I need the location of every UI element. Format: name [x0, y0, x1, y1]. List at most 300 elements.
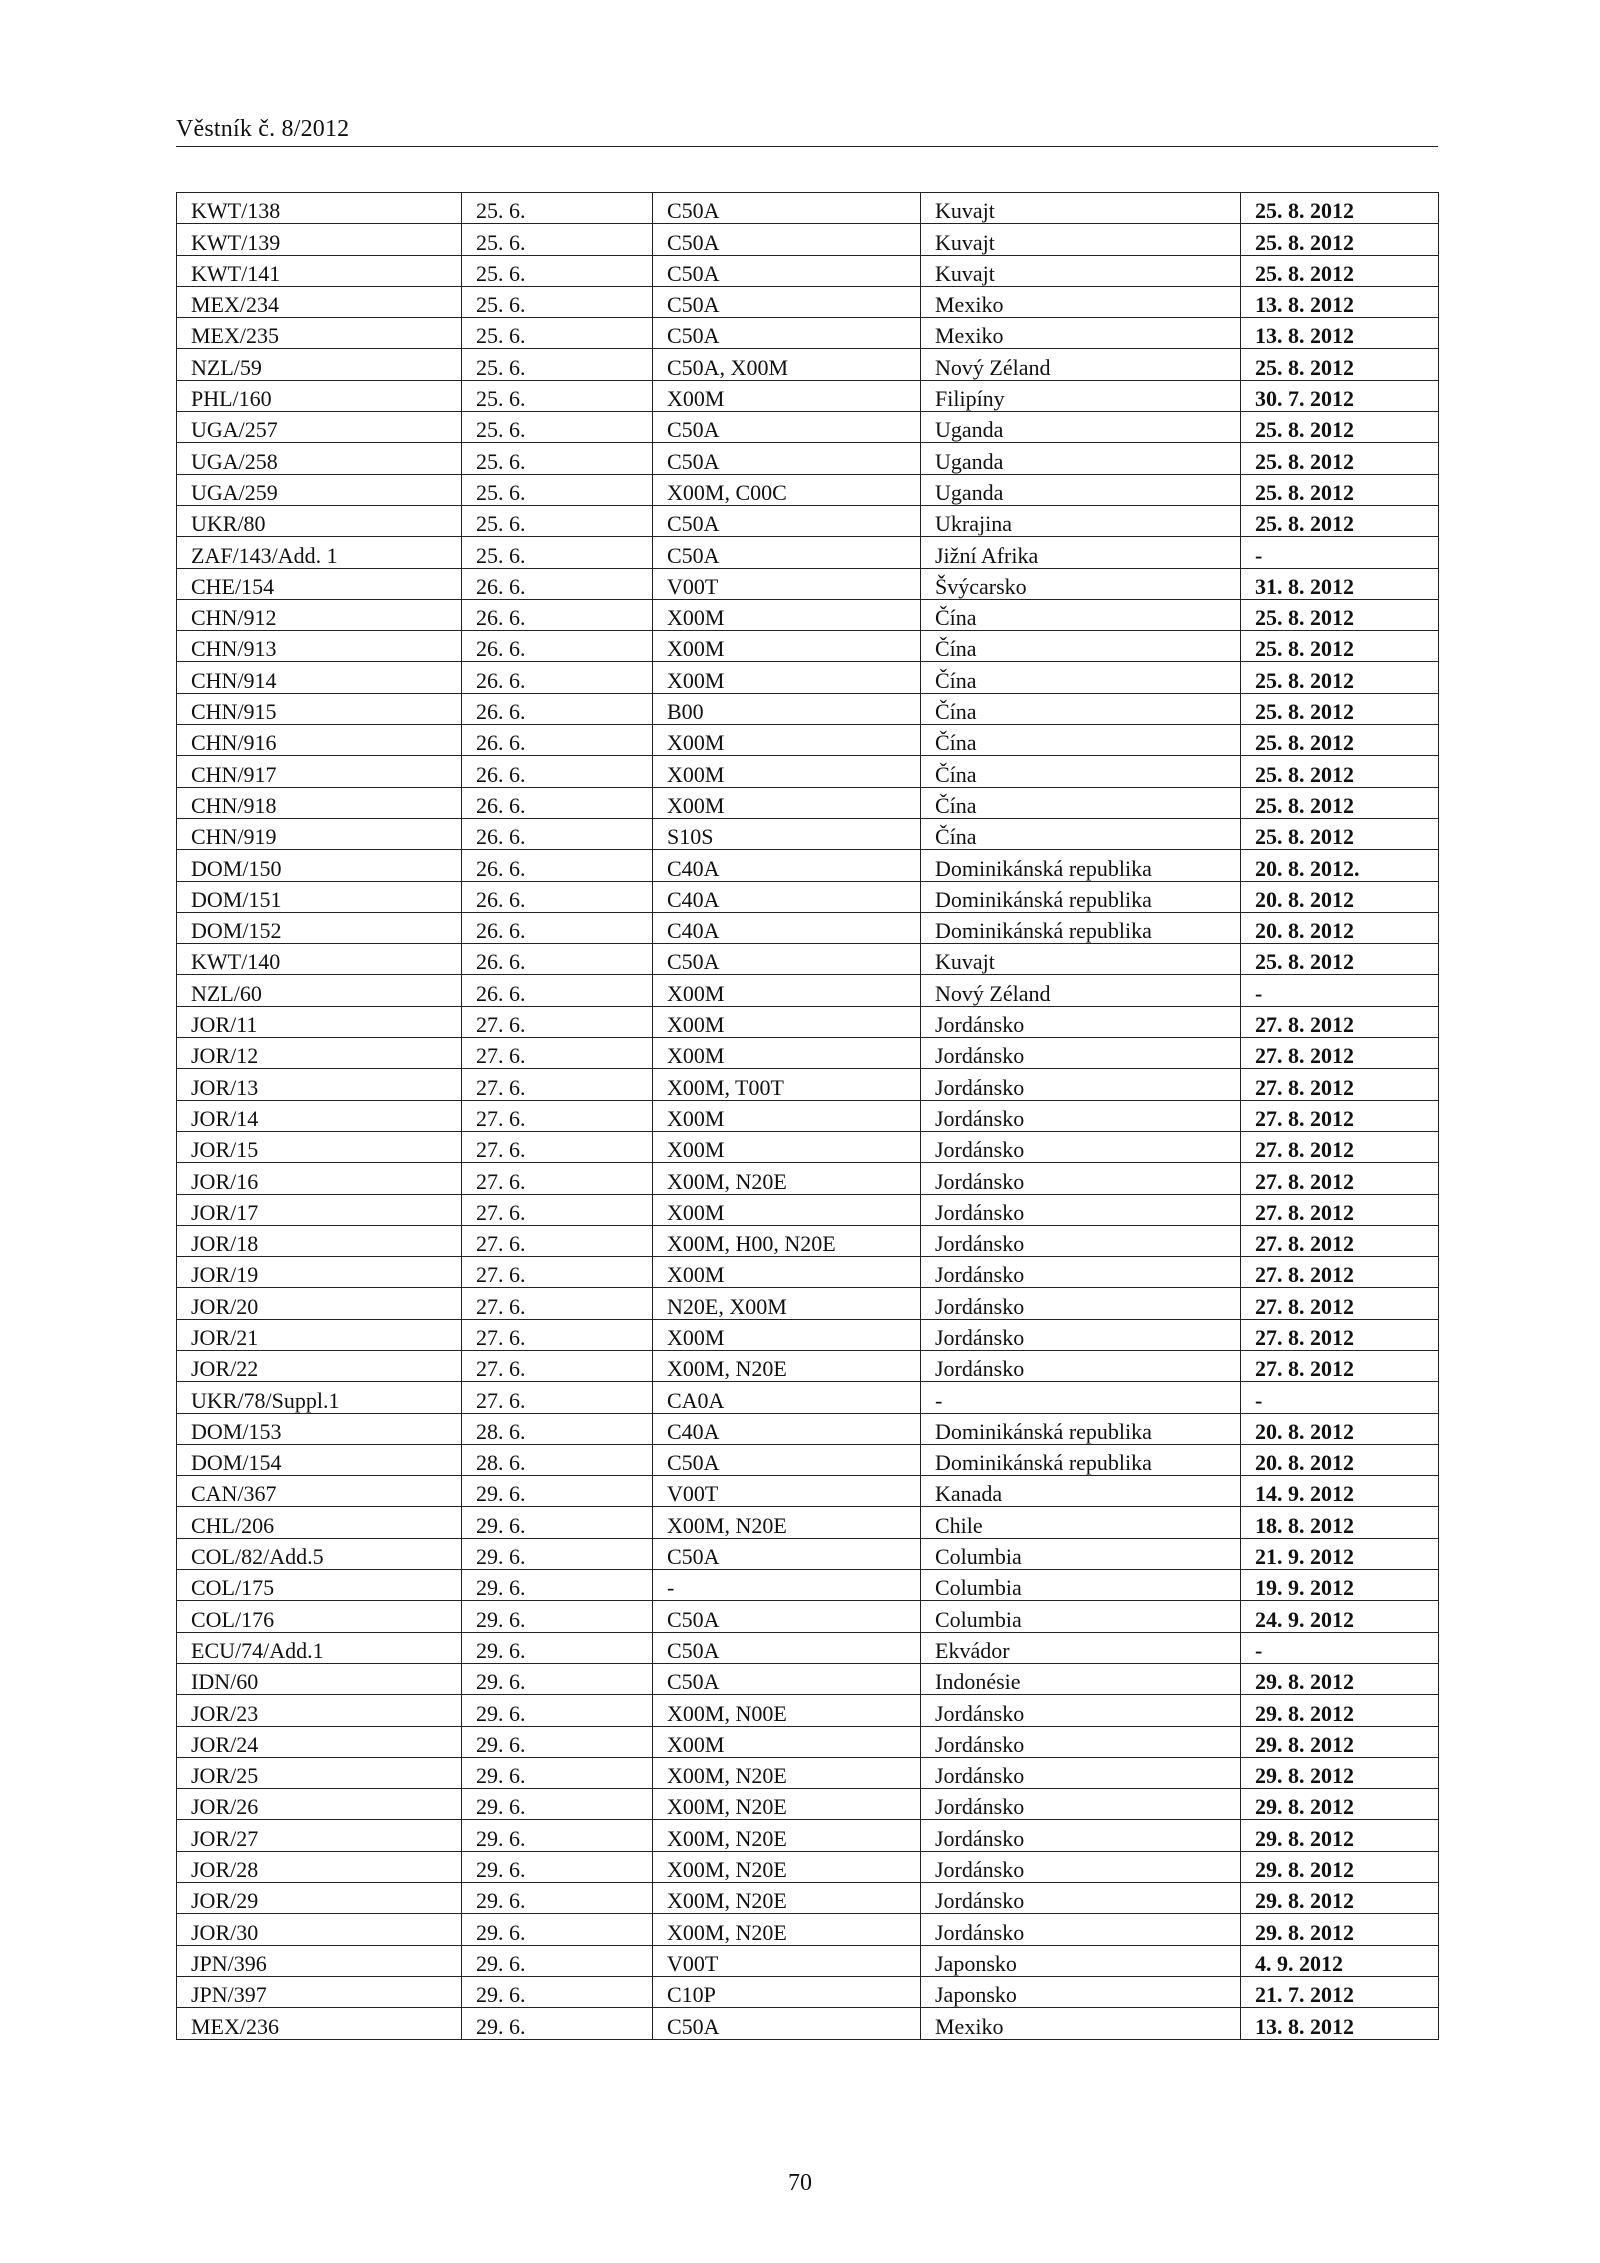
country-cell [921, 1225, 1241, 1256]
notification-date-text: 26. 6. [476, 824, 526, 850]
table-row [177, 286, 1439, 317]
deadline-date-text: 25. 8. 2012 [1255, 605, 1354, 631]
table-row [177, 1820, 1439, 1851]
notification-date-text: 29. 6. [476, 1637, 526, 1663]
document-code-text: NZL/60 [191, 980, 262, 1006]
deadline-date-text: - [1255, 1387, 1263, 1413]
product-code-cell [653, 349, 921, 380]
product-code-cell [653, 599, 921, 630]
notification-date-cell [462, 474, 653, 505]
country-text: - [935, 1387, 943, 1413]
deadline-date-cell [1241, 380, 1439, 411]
document-code-text: JOR/17 [191, 1199, 259, 1225]
product-code-text: X00M, N20E [667, 1857, 787, 1883]
country-text: Dominikánská republika [935, 1418, 1152, 1444]
product-code-text: X00M [667, 636, 725, 662]
deadline-date-text: 29. 8. 2012 [1255, 1669, 1354, 1695]
notification-date-text: 28. 6. [476, 1418, 526, 1444]
country-text: Jordánsko [935, 1857, 1025, 1883]
product-code-text: X00M, N20E [667, 1763, 787, 1789]
deadline-date-text: 29. 8. 2012 [1255, 1700, 1354, 1726]
document-code-text: JOR/18 [191, 1231, 259, 1257]
document-code-cell [177, 756, 462, 787]
deadline-date-cell [1241, 224, 1439, 255]
document-code-cell [177, 474, 462, 505]
table-row [177, 1006, 1439, 1037]
document-code-cell [177, 1194, 462, 1225]
country-text: Kuvajt [935, 949, 995, 975]
deadline-date-cell [1241, 1288, 1439, 1319]
country-cell [921, 1382, 1241, 1413]
document-code-text: NZL/59 [191, 354, 262, 380]
country-text: Čína [935, 667, 977, 693]
country-cell [921, 944, 1241, 975]
country-cell [921, 881, 1241, 912]
deadline-date-cell [1241, 1350, 1439, 1381]
deadline-date-text: 27. 8. 2012 [1255, 1168, 1354, 1194]
notification-date-cell [462, 286, 653, 317]
product-code-cell [653, 1601, 921, 1632]
notification-date-cell [462, 1444, 653, 1475]
notification-date-text: 25. 6. [476, 511, 526, 537]
deadline-date-cell [1241, 1413, 1439, 1444]
document-code-text: IDN/60 [191, 1669, 259, 1695]
deadline-date-cell [1241, 412, 1439, 443]
country-cell [921, 599, 1241, 630]
table-row [177, 850, 1439, 881]
product-code-cell [653, 818, 921, 849]
country-text: Čína [935, 792, 977, 818]
country-cell [921, 474, 1241, 505]
country-cell [921, 1257, 1241, 1288]
document-code-text: DOM/153 [191, 1418, 282, 1444]
country-text: Jordánsko [935, 1137, 1025, 1163]
deadline-date-text: 13. 8. 2012 [1255, 292, 1354, 318]
notification-date-text: 25. 6. [476, 386, 526, 412]
product-code-text: C50A [667, 229, 720, 255]
notification-date-cell [462, 975, 653, 1006]
notification-date-text: 25. 6. [476, 448, 526, 474]
table-row [177, 1038, 1439, 1069]
country-cell [921, 725, 1241, 756]
page-header [176, 112, 1438, 147]
country-cell [921, 1476, 1241, 1507]
deadline-date-text: 25. 8. 2012 [1255, 229, 1354, 255]
notification-date-text: 27. 6. [476, 1043, 526, 1069]
deadline-date-cell [1241, 912, 1439, 943]
product-code-cell [653, 1976, 921, 2007]
document-code-cell [177, 1319, 462, 1350]
document-code-cell [177, 1632, 462, 1663]
deadline-date-cell [1241, 1820, 1439, 1851]
table-row [177, 1789, 1439, 1820]
country-cell [921, 1820, 1241, 1851]
country-text: Columbia [935, 1575, 1022, 1601]
notification-date-cell [462, 1476, 653, 1507]
table-row [177, 1194, 1439, 1225]
document-code-cell [177, 537, 462, 568]
notification-date-cell [462, 787, 653, 818]
notification-date-cell [462, 349, 653, 380]
country-cell [921, 1507, 1241, 1538]
product-code-text: B00 [667, 699, 704, 725]
product-code-text: X00M [667, 1043, 725, 1069]
document-code-text: JOR/20 [191, 1293, 259, 1319]
product-code-cell [653, 1538, 921, 1569]
country-cell [921, 818, 1241, 849]
document-code-cell [177, 1476, 462, 1507]
deadline-date-cell [1241, 318, 1439, 349]
product-code-cell [653, 1476, 921, 1507]
product-code-text: X00M [667, 1262, 725, 1288]
document-code-text: UGA/258 [191, 448, 278, 474]
country-cell [921, 1663, 1241, 1694]
deadline-date-cell [1241, 1945, 1439, 1976]
document-code-text: UKR/80 [191, 511, 266, 537]
deadline-date-text: 13. 8. 2012 [1255, 323, 1354, 349]
deadline-date-cell [1241, 286, 1439, 317]
product-code-cell [653, 1757, 921, 1788]
deadline-date-cell [1241, 599, 1439, 630]
product-code-text: C50A [667, 198, 720, 224]
notification-date-text: 26. 6. [476, 699, 526, 725]
notification-date-cell [462, 1319, 653, 1350]
notification-table [176, 192, 1439, 2040]
notification-date-cell [462, 1632, 653, 1663]
notification-date-cell [462, 412, 653, 443]
product-code-cell [653, 1851, 921, 1882]
country-text: Jordánsko [935, 1700, 1025, 1726]
notification-date-cell [462, 1382, 653, 1413]
table-row [177, 1131, 1439, 1162]
document-code-text: JOR/21 [191, 1324, 259, 1350]
product-code-cell [653, 1350, 921, 1381]
notification-date-cell [462, 1757, 653, 1788]
country-cell [921, 756, 1241, 787]
document-code-text: MEX/234 [191, 292, 279, 318]
notification-date-cell [462, 1601, 653, 1632]
notification-date-cell [462, 1789, 653, 1820]
notification-date-cell [462, 881, 653, 912]
notification-date-cell [462, 1726, 653, 1757]
deadline-date-text: 25. 8. 2012 [1255, 260, 1354, 286]
document-code-text: CHE/154 [191, 573, 275, 599]
document-code-cell [177, 318, 462, 349]
product-code-text: C50A [667, 1606, 720, 1632]
product-code-text: C50A [667, 2013, 720, 2039]
country-cell [921, 693, 1241, 724]
table-row [177, 662, 1439, 693]
table-row [177, 944, 1439, 975]
notification-date-text: 27. 6. [476, 1262, 526, 1288]
notification-date-text: 29. 6. [476, 1512, 526, 1538]
country-cell [921, 1914, 1241, 1945]
country-text: Filipíny [935, 386, 1005, 412]
document-code-cell [177, 631, 462, 662]
document-code-text: ECU/74/Add.1 [191, 1637, 324, 1663]
product-code-cell [653, 1038, 921, 1069]
country-text: Jordánsko [935, 1763, 1025, 1789]
notification-date-cell [462, 1131, 653, 1162]
country-cell [921, 1319, 1241, 1350]
document-code-cell [177, 193, 462, 224]
table-row [177, 1726, 1439, 1757]
product-code-cell [653, 318, 921, 349]
table-row [177, 568, 1439, 599]
notification-date-text: 26. 6. [476, 792, 526, 818]
deadline-date-text: 29. 8. 2012 [1255, 1857, 1354, 1883]
product-code-cell [653, 1194, 921, 1225]
deadline-date-text: - [1255, 1637, 1263, 1663]
notification-date-cell [462, 318, 653, 349]
notification-date-text: 25. 6. [476, 323, 526, 349]
country-text: Uganda [935, 479, 1004, 505]
country-cell [921, 318, 1241, 349]
product-code-text: X00M, T00T [667, 1074, 784, 1100]
deadline-date-cell [1241, 1883, 1439, 1914]
country-cell [921, 255, 1241, 286]
document-code-text: COL/175 [191, 1575, 275, 1601]
table-row [177, 1883, 1439, 1914]
notification-date-cell [462, 1820, 653, 1851]
country-cell [921, 1538, 1241, 1569]
product-code-cell [653, 912, 921, 943]
document-code-cell [177, 1789, 462, 1820]
product-code-text: X00M, N20E [667, 1919, 787, 1945]
country-cell [921, 1350, 1241, 1381]
deadline-date-cell [1241, 881, 1439, 912]
country-cell [921, 1976, 1241, 2007]
deadline-date-text: 27. 8. 2012 [1255, 1324, 1354, 1350]
product-code-cell [653, 756, 921, 787]
notification-date-text: 26. 6. [476, 918, 526, 944]
notification-date-text: 27. 6. [476, 1356, 526, 1382]
notification-date-text: 27. 6. [476, 1137, 526, 1163]
notification-date-cell [462, 850, 653, 881]
product-code-text: CA0A [667, 1387, 725, 1413]
product-code-cell [653, 1163, 921, 1194]
product-code-text: X00M [667, 730, 725, 756]
table-row [177, 537, 1439, 568]
table-row [177, 1757, 1439, 1788]
document-code-cell [177, 224, 462, 255]
notification-date-cell [462, 1194, 653, 1225]
deadline-date-cell [1241, 725, 1439, 756]
country-cell [921, 1726, 1241, 1757]
product-code-text: X00M [667, 1731, 725, 1757]
country-text: Jordánsko [935, 1731, 1025, 1757]
product-code-text: C50A [667, 448, 720, 474]
document-code-cell [177, 1914, 462, 1945]
country-text: Jordánsko [935, 1356, 1025, 1382]
deadline-date-cell [1241, 1663, 1439, 1694]
product-code-text: C40A [667, 855, 720, 881]
deadline-date-text: 27. 8. 2012 [1255, 1074, 1354, 1100]
product-code-cell [653, 537, 921, 568]
deadline-date-cell [1241, 1006, 1439, 1037]
document-code-cell [177, 1883, 462, 1914]
country-cell [921, 1006, 1241, 1037]
country-cell [921, 1789, 1241, 1820]
document-code-cell [177, 662, 462, 693]
product-code-text: X00M [667, 1105, 725, 1131]
country-text: Japonsko [935, 1950, 1017, 1976]
deadline-date-text: 25. 8. 2012 [1255, 792, 1354, 818]
product-code-text: C50A [667, 417, 720, 443]
deadline-date-text: 21. 7. 2012 [1255, 1982, 1354, 2008]
country-cell [921, 1131, 1241, 1162]
document-code-text: CHN/912 [191, 605, 277, 631]
product-code-text: C50A [667, 949, 720, 975]
notification-date-text: 26. 6. [476, 636, 526, 662]
deadline-date-cell [1241, 1914, 1439, 1945]
document-code-cell [177, 1350, 462, 1381]
deadline-date-cell [1241, 1100, 1439, 1131]
notification-date-text: 29. 6. [476, 1481, 526, 1507]
notification-date-text: 27. 6. [476, 1324, 526, 1350]
notification-date-text: 26. 6. [476, 667, 526, 693]
country-text: Čína [935, 824, 977, 850]
deadline-date-cell [1241, 1444, 1439, 1475]
country-cell [921, 1632, 1241, 1663]
document-code-text: DOM/151 [191, 886, 282, 912]
document-code-cell [177, 1757, 462, 1788]
deadline-date-text: - [1255, 542, 1263, 568]
country-cell [921, 662, 1241, 693]
product-code-cell [653, 662, 921, 693]
product-code-text: C50A [667, 292, 720, 318]
product-code-cell [653, 975, 921, 1006]
product-code-text: N20E, X00M [667, 1293, 787, 1319]
page-number: 70 [788, 2170, 812, 2196]
document-code-cell [177, 693, 462, 724]
table-row [177, 193, 1439, 224]
product-code-text: C50A [667, 1669, 720, 1695]
notification-date-text: 25. 6. [476, 292, 526, 318]
product-code-cell [653, 412, 921, 443]
deadline-date-cell [1241, 1851, 1439, 1882]
country-cell [921, 1100, 1241, 1131]
deadline-date-text: 25. 8. 2012 [1255, 949, 1354, 975]
table-row [177, 1413, 1439, 1444]
country-text: Jordánsko [935, 1262, 1025, 1288]
table-row [177, 756, 1439, 787]
notification-date-cell [462, 1914, 653, 1945]
document-code-text: JPN/397 [191, 1982, 267, 2008]
product-code-cell [653, 1131, 921, 1162]
deadline-date-cell [1241, 975, 1439, 1006]
document-code-text: CHN/917 [191, 761, 277, 787]
document-code-cell [177, 1976, 462, 2007]
product-code-cell [653, 1413, 921, 1444]
country-cell [921, 1288, 1241, 1319]
deadline-date-cell [1241, 1976, 1439, 2007]
notification-date-cell [462, 1257, 653, 1288]
product-code-cell [653, 1225, 921, 1256]
notification-date-cell [462, 380, 653, 411]
notification-date-text: 27. 6. [476, 1074, 526, 1100]
notification-date-text: 27. 6. [476, 1012, 526, 1038]
notification-date-text: 29. 6. [476, 1919, 526, 1945]
document-code-cell [177, 412, 462, 443]
document-code-cell [177, 1695, 462, 1726]
document-code-text: JOR/13 [191, 1074, 259, 1100]
product-code-text: X00M, N20E [667, 1356, 787, 1382]
country-text: Jordánsko [935, 1919, 1025, 1945]
product-code-cell [653, 631, 921, 662]
deadline-date-text: 20. 8. 2012. [1255, 855, 1360, 881]
product-code-cell [653, 286, 921, 317]
deadline-date-text: 20. 8. 2012 [1255, 918, 1354, 944]
notification-date-text: 29. 6. [476, 1763, 526, 1789]
country-cell [921, 631, 1241, 662]
deadline-date-cell [1241, 944, 1439, 975]
notification-date-cell [462, 1413, 653, 1444]
document-code-cell [177, 1288, 462, 1319]
country-cell [921, 1851, 1241, 1882]
notification-date-text: 29. 6. [476, 2013, 526, 2039]
document-code-cell [177, 1663, 462, 1694]
country-cell [921, 412, 1241, 443]
country-cell [921, 1194, 1241, 1225]
country-text: Uganda [935, 448, 1004, 474]
deadline-date-cell [1241, 1194, 1439, 1225]
product-code-cell [653, 850, 921, 881]
document-code-cell [177, 1945, 462, 1976]
country-text: Dominikánská republika [935, 1450, 1152, 1476]
product-code-text: C50A [667, 1544, 720, 1570]
deadline-date-text: 27. 8. 2012 [1255, 1012, 1354, 1038]
document-code-text: JOR/30 [191, 1919, 259, 1945]
deadline-date-cell [1241, 568, 1439, 599]
document-code-text: MEX/236 [191, 2013, 279, 2039]
product-code-cell [653, 505, 921, 536]
notification-date-cell [462, 193, 653, 224]
product-code-text: X00M, N20E [667, 1888, 787, 1914]
deadline-date-text: 25. 8. 2012 [1255, 354, 1354, 380]
notification-date-text: 25. 6. [476, 354, 526, 380]
country-cell [921, 537, 1241, 568]
country-text: Dominikánská republika [935, 918, 1152, 944]
table-row [177, 1601, 1439, 1632]
document-code-cell [177, 1069, 462, 1100]
table-row [177, 881, 1439, 912]
notification-date-text: 26. 6. [476, 605, 526, 631]
notification-date-cell [462, 1288, 653, 1319]
deadline-date-text: 18. 8. 2012 [1255, 1512, 1354, 1538]
notification-date-text: 29. 6. [476, 1888, 526, 1914]
deadline-date-cell [1241, 1131, 1439, 1162]
notification-date-cell [462, 1945, 653, 1976]
deadline-date-text: 27. 8. 2012 [1255, 1105, 1354, 1131]
deadline-date-cell [1241, 631, 1439, 662]
document-code-text: CHN/915 [191, 699, 277, 725]
product-code-text: X00M, H00, N20E [667, 1231, 836, 1257]
deadline-date-cell [1241, 1726, 1439, 1757]
country-cell [921, 349, 1241, 380]
table-row [177, 818, 1439, 849]
deadline-date-text: 13. 8. 2012 [1255, 2013, 1354, 2039]
table-row [177, 1257, 1439, 1288]
notification-date-cell [462, 818, 653, 849]
deadline-date-text: 20. 8. 2012 [1255, 1450, 1354, 1476]
document-code-cell [177, 2008, 462, 2039]
country-text: Čína [935, 605, 977, 631]
deadline-date-text: 29. 8. 2012 [1255, 1919, 1354, 1945]
notification-date-cell [462, 1163, 653, 1194]
product-code-text: C50A [667, 323, 720, 349]
deadline-date-text: 27. 8. 2012 [1255, 1262, 1354, 1288]
